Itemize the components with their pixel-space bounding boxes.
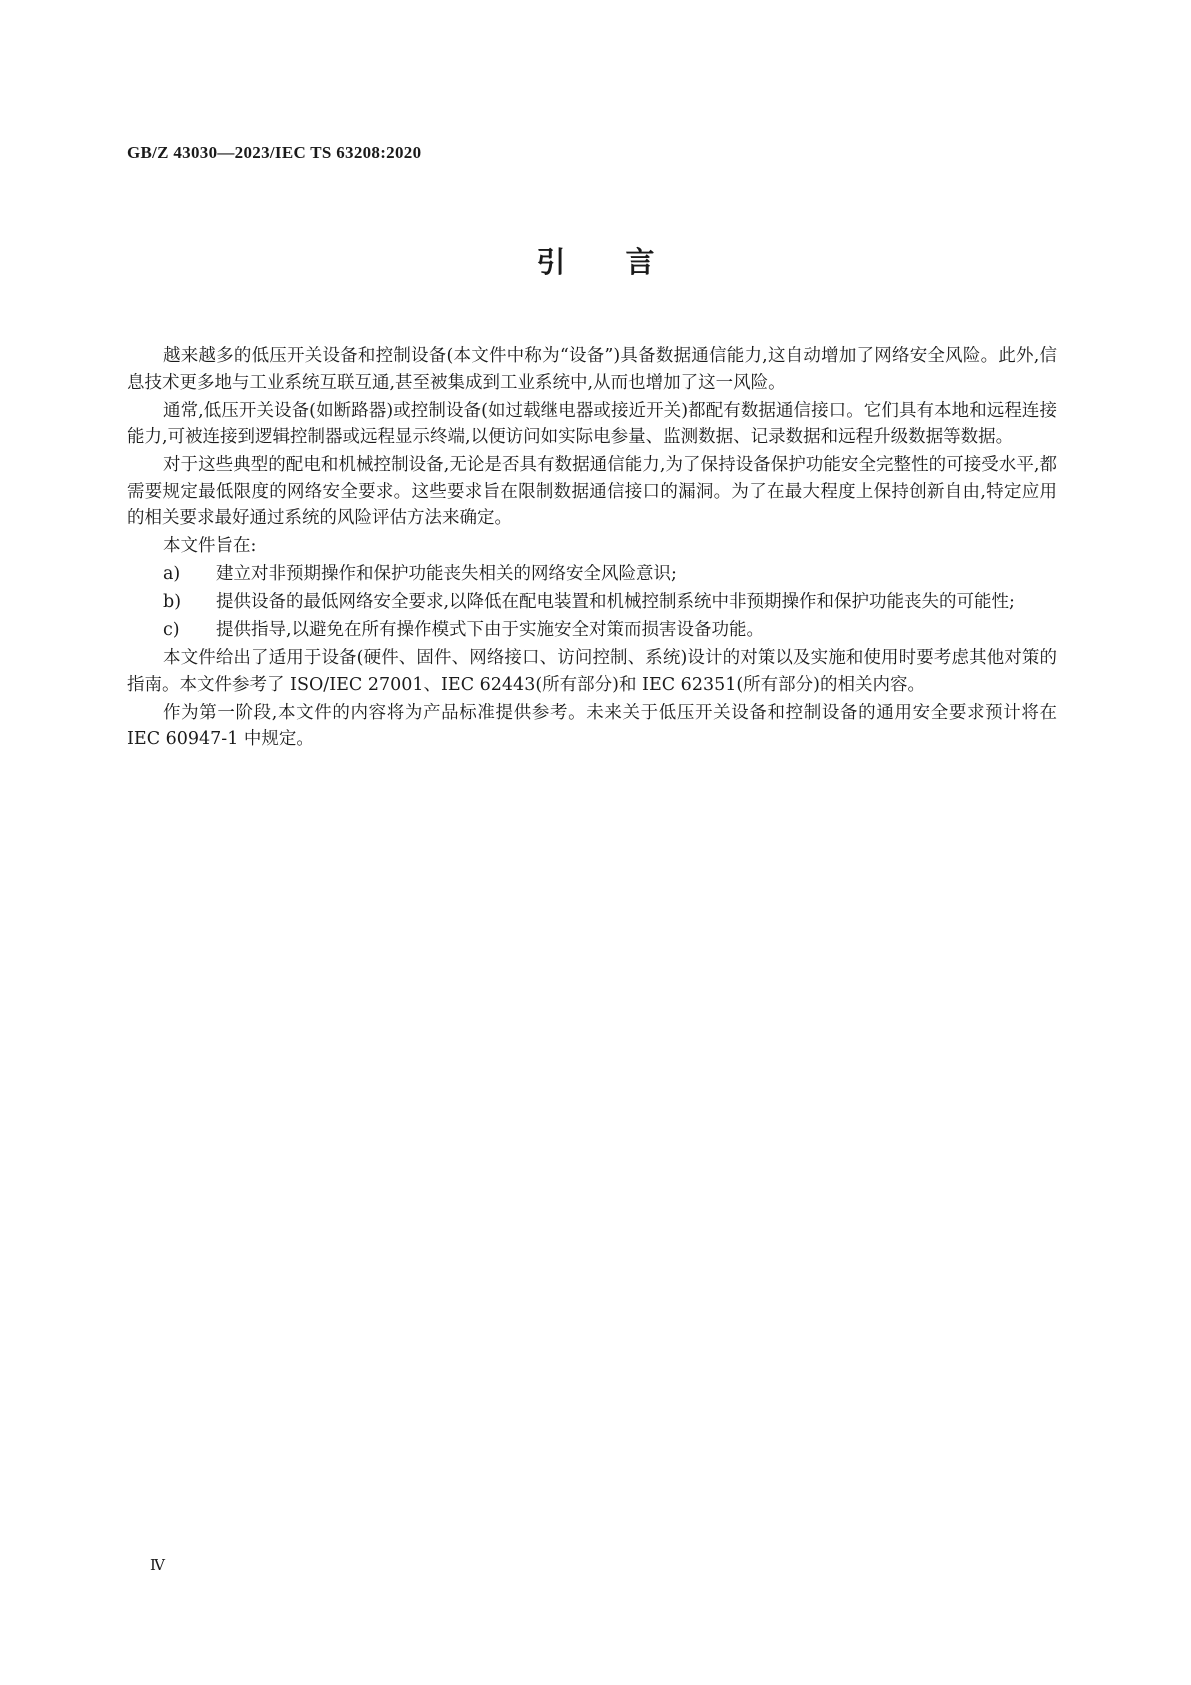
list-item-b bbox=[127, 589, 1057, 616]
title-part-2: 言 bbox=[625, 245, 655, 279]
page-title bbox=[0, 240, 1191, 281]
title-part-1: 引 bbox=[536, 245, 566, 279]
paragraph-3: 对于这些典型的配电和机械控制设备,无论是否具有数据通信能力,为了保持设备保护功能安全完整性的可接受水平,都需要规定最低限度的网络安全要求。这些要求旨在限制数据通信接口的漏洞。为了在最大程度上保持创新自由,特定应用的相关要求最好通过系统的风险评估方法来确定。 bbox=[127, 455, 1057, 528]
page-number: Ⅳ bbox=[150, 1558, 165, 1574]
list-item-a bbox=[127, 561, 1057, 588]
document-id-header: GB/Z 43030—2023/IEC TS 63208:2020 bbox=[127, 143, 422, 162]
paragraph-1: 越来越多的低压开关设备和控制设备(本文件中称为“设备”)具备数据通信能力,这自动增加了网络安全风险。此外,信息技术更多地与工业系统互联互通,甚至被集成到工业系统中,从而也增加了这一风险。 bbox=[127, 346, 1057, 393]
list-item-text: 提供设备的最低网络安全要求,以降低在配电装置和机械控制系统中非预期操作和保护功能丧失的可能性; bbox=[216, 592, 1015, 612]
paragraph-2: 通常,低压开关设备(如断路器)或控制设备(如过载继电器或接近开关)都配有数据通信接口。它们具有本地和远程连接能力,可被连接到逻辑控制器或远程显示终端,以便访问如实际电参量、监测数据、记录数据和远程升级数据等数据。 bbox=[127, 400, 1057, 447]
list-marker: b) bbox=[163, 592, 182, 612]
paragraph-5: 本文件给出了适用于设备(硬件、固件、网络接口、访问控制、系统)设计的对策以及实施和使用时要考虑其他对策的指南。本文件参考了 ISO/IEC 27001、IEC 62443(所有部分)和 IEC 62351(所有部分)的相关内容。 bbox=[127, 648, 1057, 695]
list-marker: a) bbox=[163, 564, 181, 584]
list-item-text: 建立对非预期操作和保护功能丧失相关的网络安全风险意识; bbox=[216, 564, 677, 584]
paragraph-4: 本文件旨在: bbox=[163, 536, 257, 556]
list-item-text: 提供指导,以避免在所有操作模式下由于实施安全对策而损害设备功能。 bbox=[216, 620, 765, 640]
introduction-body bbox=[127, 343, 1057, 754]
list-item-c bbox=[127, 617, 1057, 644]
paragraph-6: 作为第一阶段,本文件的内容将为产品标准提供参考。未来关于低压开关设备和控制设备的通用安全要求预计将在 IEC 60947-1 中规定。 bbox=[127, 702, 1057, 749]
list-marker: c) bbox=[163, 620, 180, 640]
